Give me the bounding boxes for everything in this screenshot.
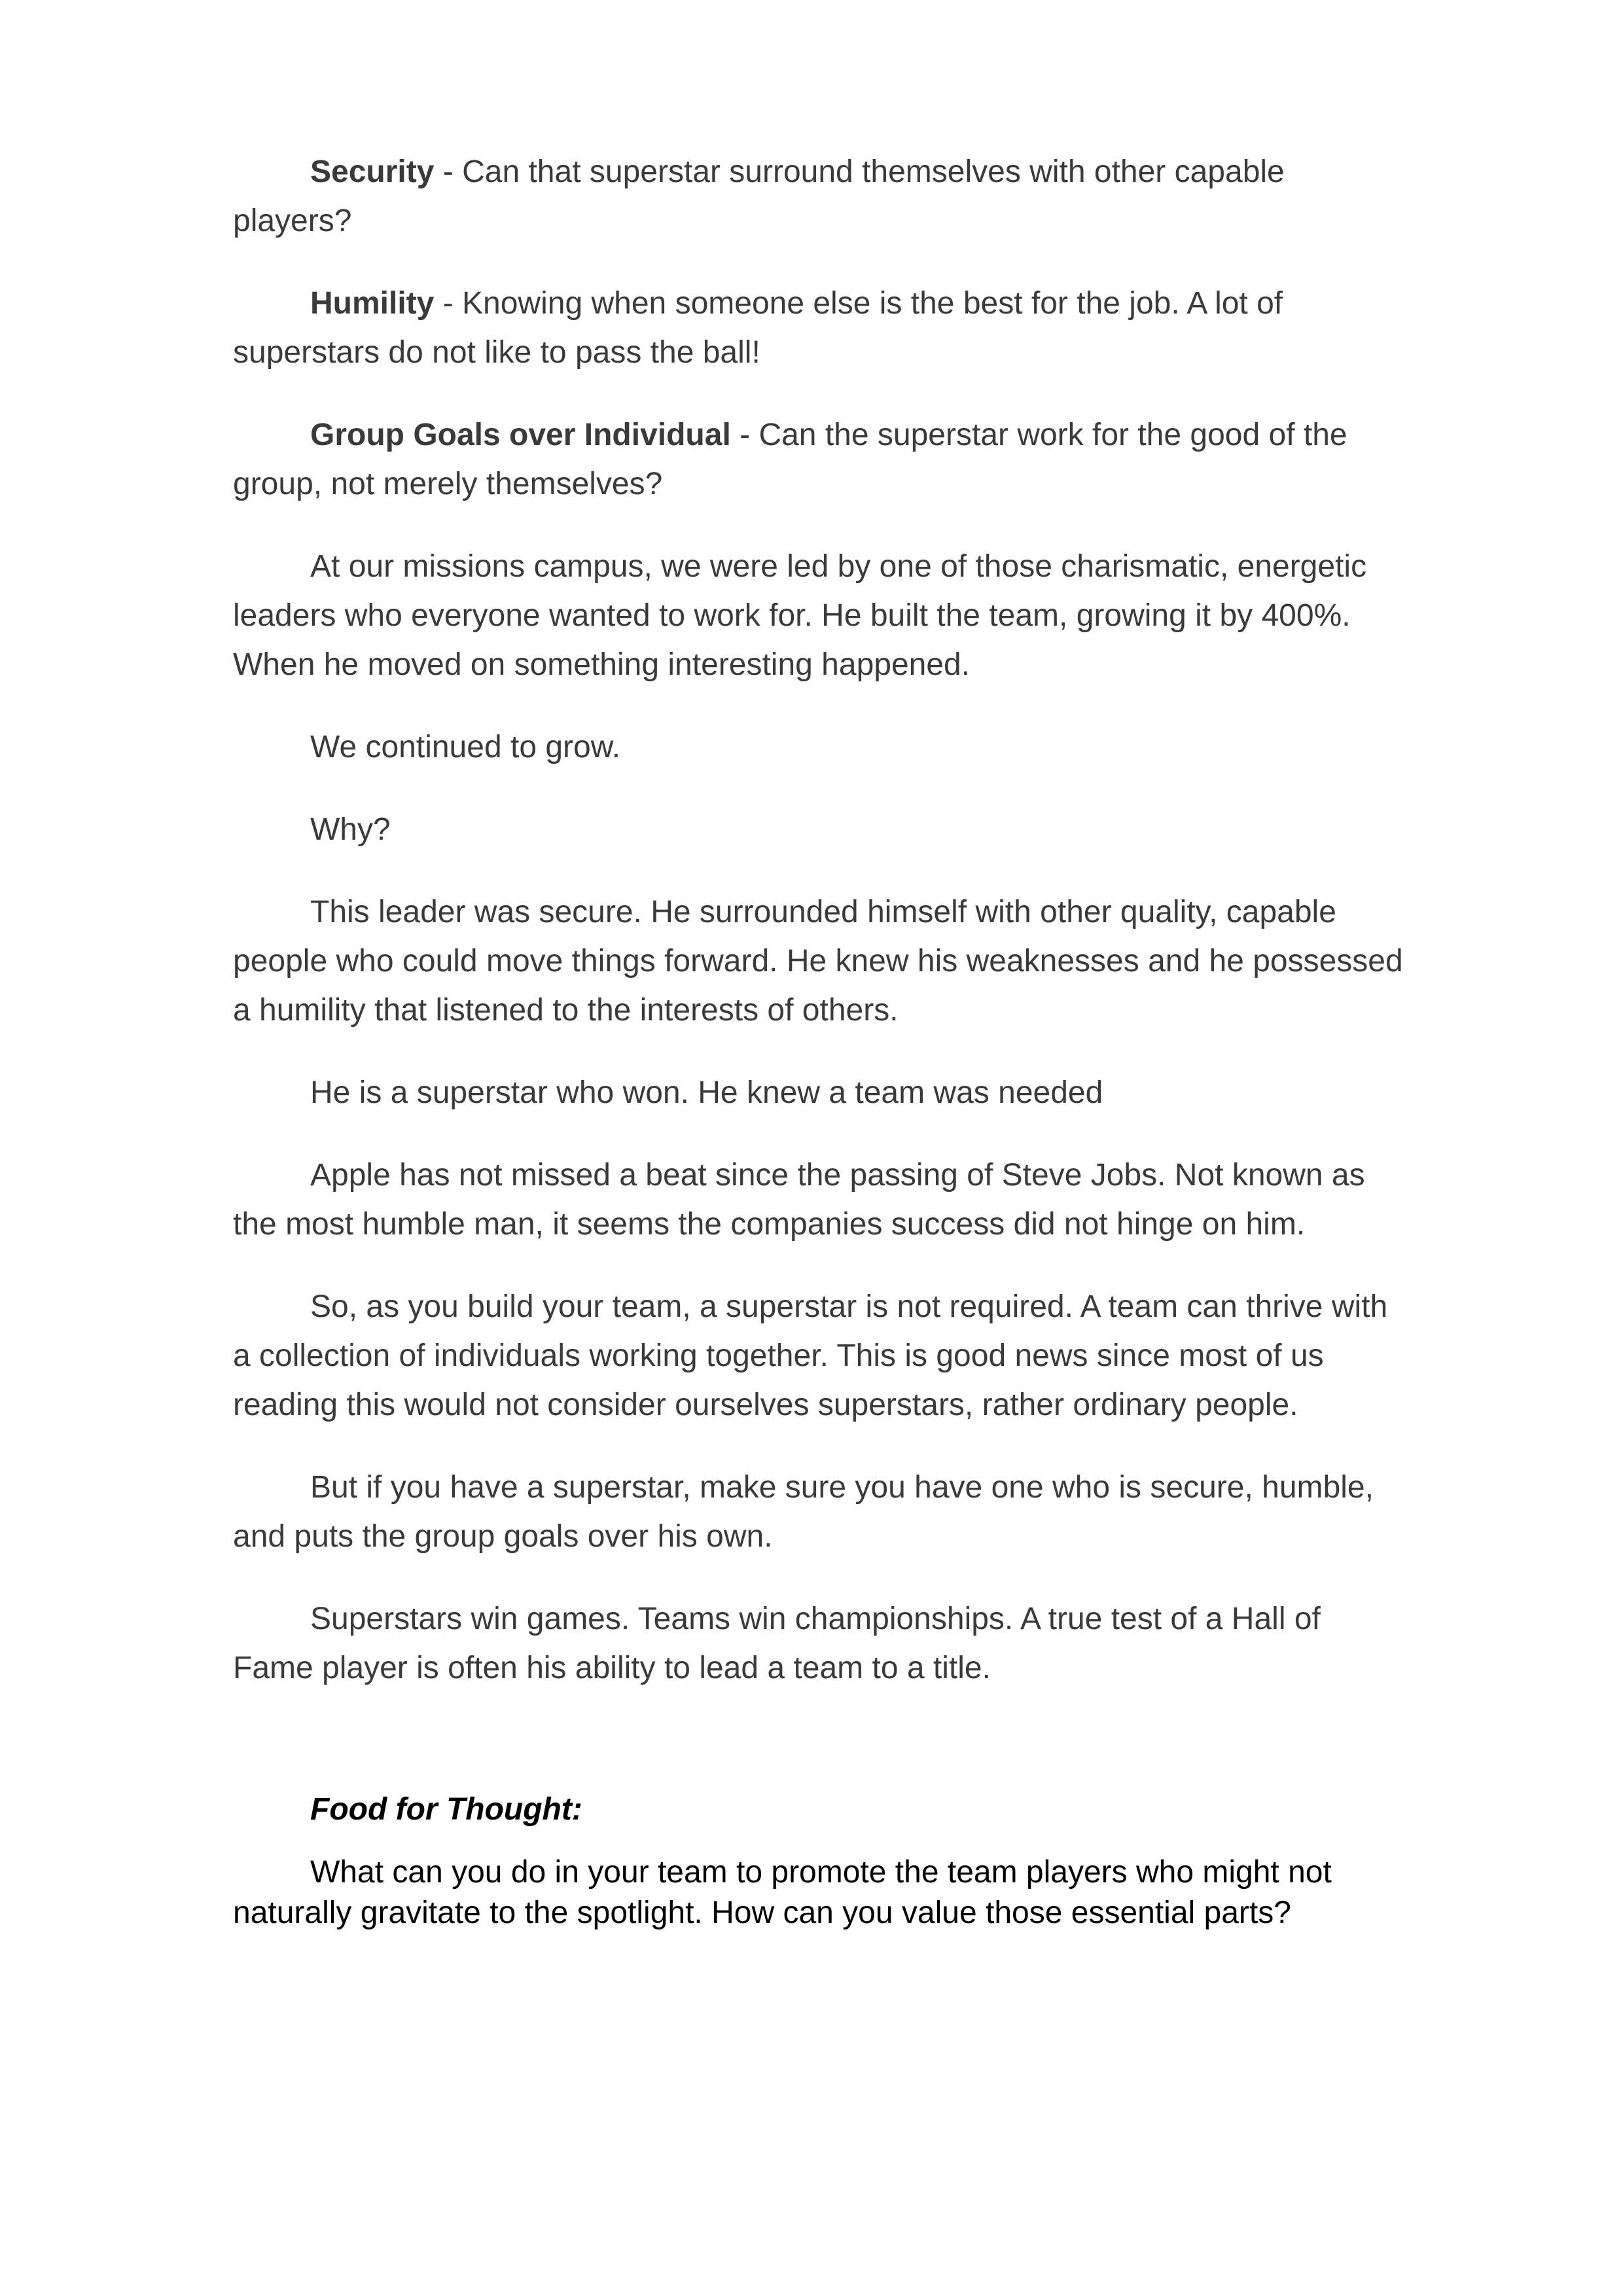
definition-security — [233, 147, 1404, 245]
body-paragraph: Why? — [310, 812, 391, 847]
food-for-thought-heading: Food for Thought: — [310, 1792, 582, 1827]
definition-group-goals — [233, 410, 1404, 509]
definition-text: - Can that superstar surround themselves with other capable players? — [233, 154, 1285, 238]
definition-term: Security — [310, 154, 435, 189]
body-paragraph: But if you have a superstar, make sure you have one who is secure, humble, and puts the group goals over his own. — [233, 1470, 1374, 1554]
body-paragraph: Apple has not missed a beat since the passing of Steve Jobs. Not known as the most humble man, it seems the companies success did not hinge on him. — [233, 1158, 1365, 1242]
body-paragraph: Superstars win games. Teams win championships. A true test of a Hall of Fame player is often his ability to lead a team to a title. — [233, 1602, 1321, 1685]
body-paragraph: This leader was secure. He surrounded himself with other quality, capable people who could move things forward. He knew his weaknesses and he possessed a humility that listened to the interests of others. — [233, 895, 1403, 1028]
body-paragraph: So, as you build your team, a superstar is not required. A team can thrive with a collection of individuals working together. This is good news since most of us reading this would not consider ourselves superstars, rather ordinary people. — [233, 1289, 1388, 1422]
definition-term: Group Goals over Individual — [310, 418, 731, 452]
body-paragraph: We continued to grow. — [310, 730, 621, 764]
body-paragraph: He is a superstar who won. He knew a team was needed — [310, 1075, 1103, 1110]
definition-term: Humility — [310, 286, 435, 321]
definition-humility — [233, 279, 1404, 377]
definition-text: - Knowing when someone else is the best for the job. A lot of superstars do not like to pass the ball! — [233, 286, 1283, 370]
food-for-thought-question: What can you do in your team to promote the team players who might not naturally gravitate to the spotlight. How can you value those essential parts? — [233, 1855, 1332, 1930]
section-spacer — [233, 1726, 1404, 1785]
definition-text: - Can the superstar work for the good of the group, not merely themselves? — [233, 418, 1347, 501]
document-page — [233, 147, 1404, 1933]
body-paragraph: At our missions campus, we were led by one of those charismatic, energetic leaders who everyone wanted to work for. He built the team, growing it by 400%. When he moved on something interesting happened. — [233, 549, 1367, 682]
